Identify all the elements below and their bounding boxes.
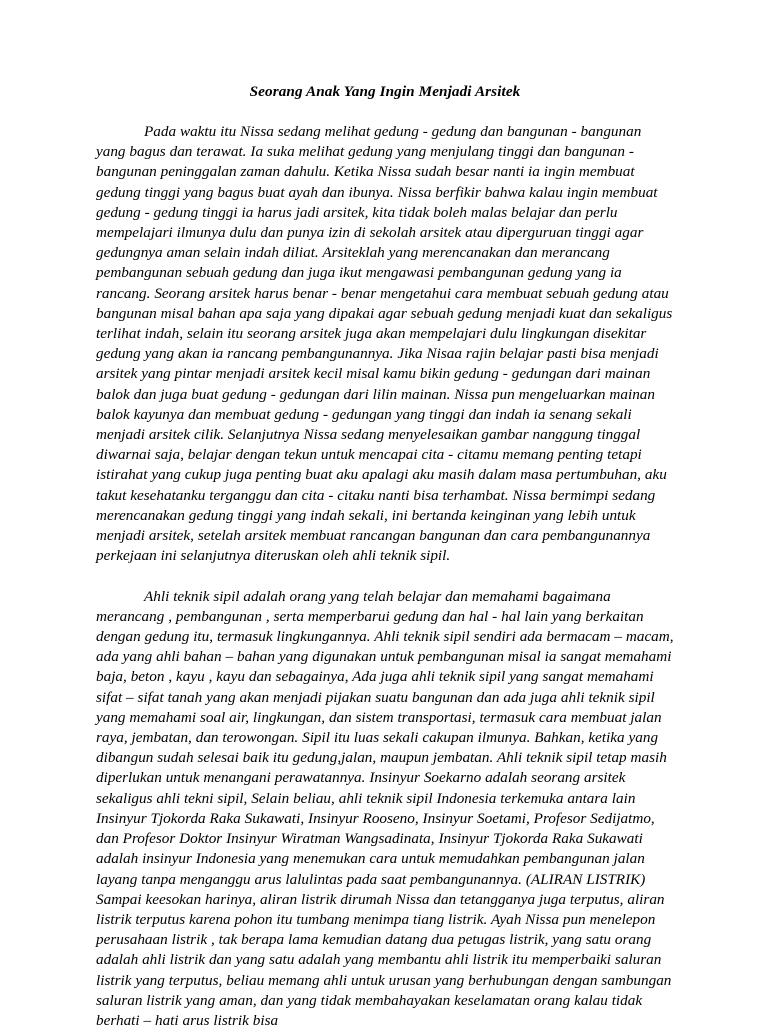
document-title: Seorang Anak Yang Ingin Menjadi Arsitek [249, 83, 521, 100]
document-text-column [96, 82, 674, 1031]
title-body-spacer [96, 102, 674, 122]
paragraph-1: Pada waktu itu Nissa sedang melihat gedung - gedung dan bangunan - bangunan yang bagus dan terawat. Ia suka melihat gedung yang menjulang tinggi dan bangunan - bangunan peninggalan zaman dahulu. Ketika Nissa sudah besar nanti ia ingin membuat gedung tinggi yang bagus buat ayah dan ibunya. Nissa berfikir bahwa kalau ingin membuat gedung - gedung tinggi ia harus jadi arsitek, kita tidak boleh malas belajar dan perlu mempelajari ilmunya dulu dan punya izin di sekolah arsitek atau diperguruan tinggi agar gedungnya aman selain indah diliat. Arsiteklah yang merencanakan dan merancang pembangunan sebuah gedung dan juga ikut mengawasi pembangunan gedung yang ia rancang. Seorang arsitek harus benar - benar mengetahui cara membuat sebuah gedung atau bangunan misal bahan apa saja yang dipakai agar sebuah gedung menjadi kuat dan sekaligus terlihat indah, selain itu seorang arsitek juga akan mempelajari dulu lingkungan disekitar gedung yang akan ia rancang pembangunannya. Jika Nisaa rajin belajar pasti bisa menjadi arsitek yang pintar menjadi arsitek kecil misal kamu bikin gedung - gedungan dari mainan balok dan juga buat gedung - gedungan dari lilin mainan. Nissa pun mengeluarkan mainan balok kayunya dan membuat gedung - gedungan yang tinggi dan indah ia senang sekali menjadi arsitek cilik. Selanjutnya Nissa sedang menyelesaikan gambar nanggung tinggal diwarnai saja, belajar dengan tekun untuk mencapai cita - citamu memang penting tetapi istirahat yang cukup juga penting buat aku apalagi aku masih dalam masa pertumbuhan, aku takut kesehatanku terganggu dan cita - citaku nanti bisa terhambat. Nissa bermimpi sedang merencanakan gedung tinggi yang indah sekali, ini bertanda keinginan yang lebih untuk menjadi arsitek, setelah arsitek membuat rancangan bangunan dan cara pembangunannya perkejaan ini selanjutnya diteruskan oleh ahli teknik sipil. [96, 123, 673, 565]
paragraph-2: Ahli teknik sipil adalah orang yang telah belajar dan memahami bagaimana merancang , pembangunan , serta memperbarui gedung dan hal - hal lain yang berkaitan dengan gedung itu, termasuk lingkungannya. Ahli teknik sipil sendiri ada bermacam – macam, ada yang ahli bahan – bahan yang digunakan untuk pembangunan misal ia sangat memahami baja, beton , kayu , kayu dan sebagainya, Ada juga ahli teknik sipil yang sangat memahami sifat – sifat tanah yang akan menjadi pijakan suatu bangunan dan ada juga ahli teknik sipil yang memahami soal air, lingkungan, dan sistem transportasi, termasuk cara membuat jalan raya, jembatan, dan terowongan. Sipil itu luas sekali cakupan ilmunya. Bahkan, ketika yang dibangun sudah selesai baik itu gedung,jalan, maupun jembatan. Ahli teknik sipil tetap masih diperlukan untuk menangani perawatannya. Insinyur Soekarno adalah seorang arsitek sekaligus ahli tekni sipil, Selain beliau, ahli teknik sipil Indonesia terkemuka antara lain Insinyur Tjokorda Raka Sukawati, Insinyur Rooseno, Insinyur Soetami, Profesor Sedijatmo, dan Profesor Doktor Insinyur Wiratman Wangsadinata, Insinyur Tjokorda Raka Sukawati adalah insinyur Indonesia yang menemukan cara untuk memudahkan pembangunan jalan layang tanpa menganggu arus lalulintas pada saat pembangunannya. (ALIRAN LISTRIK) Sampai keesokan harinya, aliran listrik dirumah Nissa dan tetangganya juga terputus, aliran listrik terputus karena pohon itu tumbang menimpa tiang listrik. Ayah Nissa pun menelepon perusahaan listrik , tak berapa lama kemudian datang dua petugas listrik, yang satu orang adalah ahli listrik dan yang satu adalah yang membantu ahli listrik itu memperbaiki saluran listrik yang terputus, beliau memang ahli untuk urusan yang berhubungan dengan sambungan saluran listrik yang aman, dan yang tidak membahayakan keselamatan orang kalau tidak berhati – hati arus listrik bisa [96, 587, 674, 1029]
